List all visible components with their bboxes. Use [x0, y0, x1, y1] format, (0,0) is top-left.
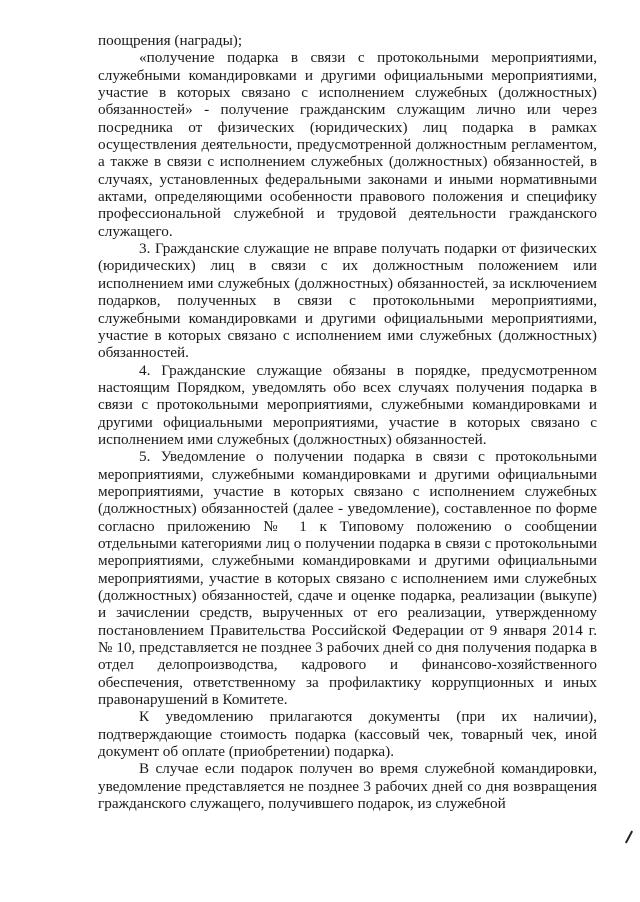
paragraph-attached-documents: К уведомлению прилагаются документы (при их наличии), подтверждающие стоимость подарка (кассовый чек, товарный чек, иной документ об оплате (приобретении) подарка). — [98, 708, 597, 761]
scan-pen-mark — [625, 830, 633, 843]
paragraph-definition-gift-receipt: «получение подарка в связи с протокольными мероприятиями, служебными командировками и другими официальными мероприятиями, участие в которых связано с исполнением служебных (должностных) обязанностей» - получение гражданским служащим лично или через посредника от физических (юридических) лиц подарка в рамках осуществления деятельности, предусмотренной должностным регламентом, а также в связи с исполнением служебных (должностных) обязанностей, в случаях, установленных федеральными законами и иными нормативными актами, определяющими особенности правового положения и специфику профессиональной служебной и трудовой деятельности гражданского служащего. — [98, 49, 597, 240]
paragraph-awards-continuation: поощрения (награды); — [98, 32, 243, 49]
paragraph-3-prohibition: 3. Гражданские служащие не вправе получать подарки от физических (юридических) лиц в связи с их должностным положением или исполнением ими служебных (должностных) обязанностей, за исключением подарков, полученных в связи с протокольными мероприятиями, служебными командировками и другими официальными мероприятиями, участие в которых связано с исполнением ими служебных (должностных) обязанностей. — [98, 240, 597, 362]
paragraph-business-trip: В случае если подарок получен во время служебной командировки, уведомление представляется не позднее 3 рабочих дней со дня возвращения гражданского служащего, получившего подарок, из служебной — [98, 760, 597, 813]
paragraph-4-notification-duty: 4. Гражданские служащие обязаны в порядке, предусмотренном настоящим Порядком, уведомлять обо всех случаях получения подарка в связи с протокольными мероприятиями, служебными командировками и другими официальными мероприятиями, участие в которых связано с исполнением ими служебных (должностных) обязанностей. — [98, 361, 597, 448]
document-body — [98, 32, 597, 812]
paragraph-5-notification-procedure: 5. Уведомление о получении подарка в связи с протокольными мероприятиями, служебными командировками и другими официальными мероприятиями, участие в которых связано с исполнением служебных (должностных) обязанностей (далее - уведомление), составленное по форме согласно приложению № 1 к Типовому положению о сообщении отдельными категориями лиц о получении подарка в связи с протокольными мероприятиями, служебными командировками и другими официальными мероприятиями, участие в которых связано с исполнением ими служебных (должностных) обязанностей, сдаче и оценке подарка, реализации (выкупе) и зачислении средств, вырученных от его реализации, утвержденному постановлением Правительства Российской Федерации от 9 января 2014 г. № 10, представляется не позднее 3 рабочих дней со дня получения подарка в отдел делопроизводства, кадрового и финансово-хозяйственного обеспечения, ответственному за профилактику коррупционных и иных правонарушений в Комитете. — [98, 448, 597, 709]
